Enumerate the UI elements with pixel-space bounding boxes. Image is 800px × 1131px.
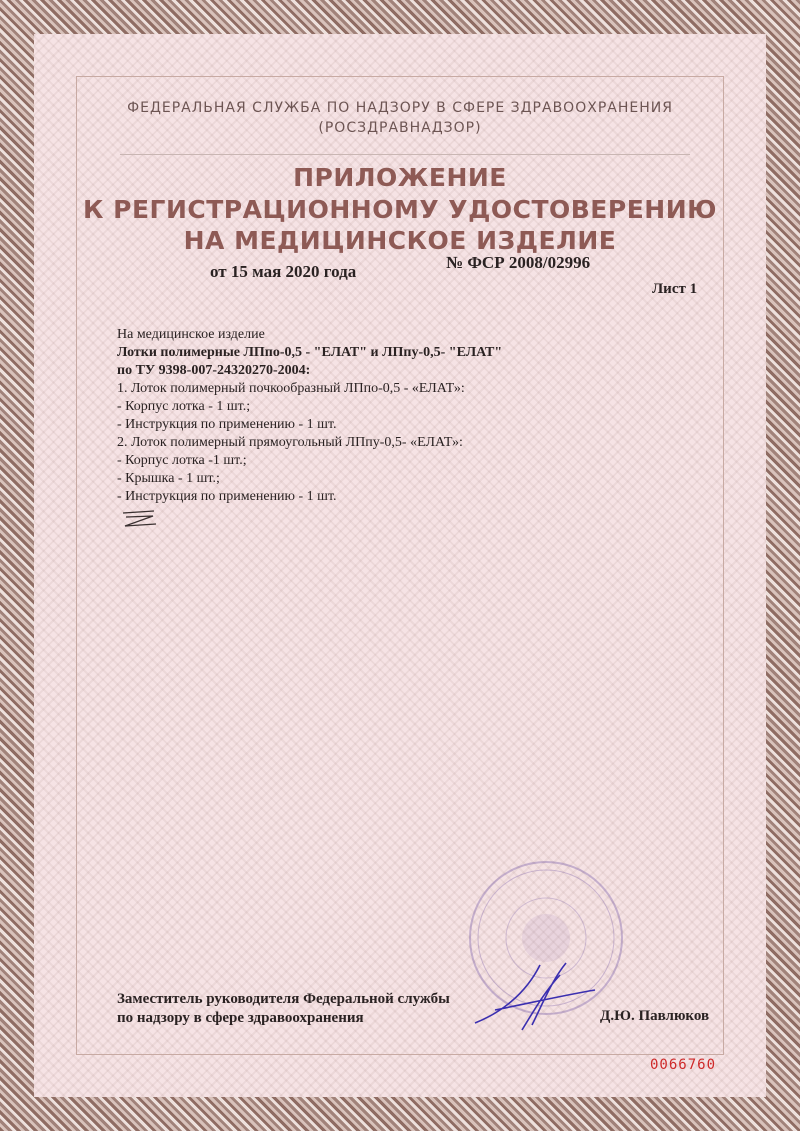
body-line: - Инструкция по применению - 1 шт. (117, 489, 337, 504)
signer-title-line-2: по надзору в сфере здравоохранения (117, 1010, 364, 1026)
document-title-line-3: НА МЕДИЦИНСКОЕ ИЗДЕЛИЕ (183, 226, 617, 255)
registration-number: № ФСР 2008/02996 (446, 253, 591, 272)
body-intro: На медицинское изделие (117, 327, 265, 342)
form-serial-number: 0066760 (650, 1057, 717, 1073)
signer-name: Д.Ю. Павлюков (600, 1008, 710, 1024)
body-line: - Корпус лотка - 1 шт.; (117, 399, 251, 414)
document-body (117, 326, 677, 506)
body-line: - Инструкция по применению - 1 шт. (117, 417, 337, 432)
sheet-number: Лист 1 (652, 281, 698, 297)
body-line: 1. Лоток полимерный почкообразный ЛПпо-0,5 - «ЕЛАТ»: (117, 381, 465, 396)
body-line: - Корпус лотка -1 шт.; (117, 453, 247, 468)
handwritten-signature (470, 955, 600, 1035)
body-line: - Крышка - 1 шт.; (117, 471, 220, 486)
product-name: Лотки полимерные ЛПпо-0,5 - "ЕЛАТ" и ЛПпу-0,5- "ЕЛАТ" (117, 345, 503, 360)
product-specification: по ТУ 9398-007-24320270-2004: (117, 363, 311, 378)
end-of-list-z-mark (120, 508, 160, 530)
agency-abbreviation: (РОСЗДРАВНАДЗОР) (318, 120, 482, 136)
header-divider (120, 154, 690, 155)
signer-title (117, 990, 450, 1028)
signer-title-line-1: Заместитель руководителя Федеральной службы (117, 991, 450, 1007)
document-title-line-1: ПРИЛОЖЕНИЕ (293, 163, 507, 192)
body-line: 2. Лоток полимерный прямоугольный ЛПпу-0,5- «ЕЛАТ»: (117, 435, 463, 450)
document-title-line-2: К РЕГИСТРАЦИОННОМУ УДОСТОВЕРЕНИЮ (83, 195, 717, 224)
agency-name: ФЕДЕРАЛЬНАЯ СЛУЖБА ПО НАДЗОРУ В СФЕРЕ ЗДРАВООХРАНЕНИЯ (127, 100, 673, 116)
issue-date: от 15 мая 2020 года (210, 262, 357, 281)
